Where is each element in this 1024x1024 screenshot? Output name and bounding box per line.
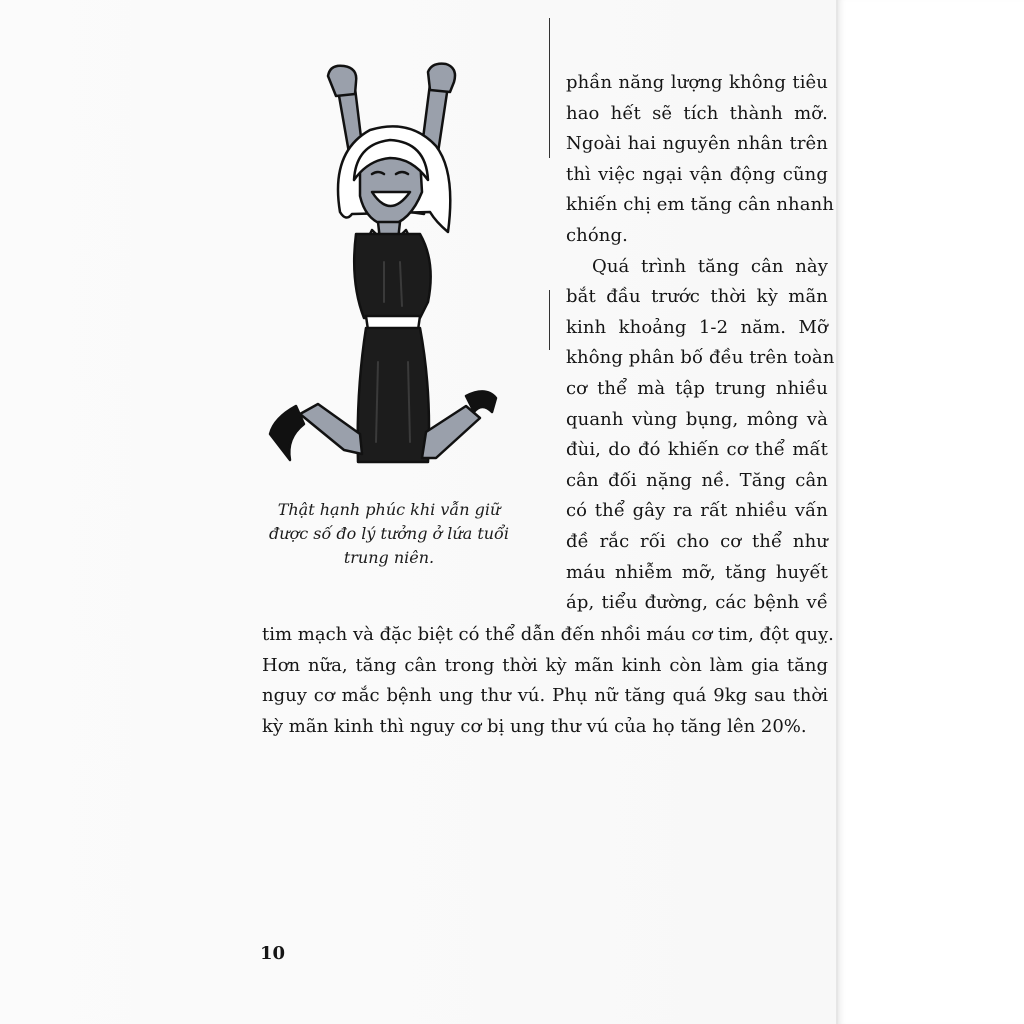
text-line: phần năng lượng không tiêu xyxy=(566,72,828,93)
text-line: chóng. xyxy=(566,224,628,246)
text-line: áp, tiểu đường, các bệnh về xyxy=(566,592,828,614)
adjacent-page-edge xyxy=(836,0,1024,1024)
text-line: máu nhiễm mỡ, tăng huyết xyxy=(566,561,828,583)
text-line: đùi, do đó khiến cơ thể mất xyxy=(566,439,828,461)
text-line: quanh vùng bụng, mông và xyxy=(566,408,828,430)
right-column-text xyxy=(566,68,835,619)
text-line: khiến chị em tăng cân nhanh xyxy=(566,194,834,216)
column-rule-middle xyxy=(549,290,550,350)
text-line: không phân bố đều trên toàn xyxy=(566,347,835,369)
jumping-woman-illustration xyxy=(260,62,510,472)
text-line: kỳ mãn kinh thì nguy cơ bị ung thư vú của họ tăng lên 20%. xyxy=(262,715,807,737)
text-line: đề rắc rối cho cơ thể như xyxy=(566,530,828,552)
caption-line: trung niên. xyxy=(343,548,435,567)
illustration-caption xyxy=(262,498,516,570)
page-number: 10 xyxy=(260,943,286,964)
text-line: hao hết sẽ tích thành mỡ. xyxy=(566,102,828,124)
text-line: Hơn nữa, tăng cân trong thời kỳ mãn kinh còn làm gia tăng xyxy=(262,654,828,676)
caption-line: Thật hạnh phúc khi vẫn giữ xyxy=(277,500,501,519)
caption-line: được số đo lý tưởng ở lứa tuổi xyxy=(269,524,509,543)
text-line: nguy cơ mắc bệnh ung thư vú. Phụ nữ tăng quá 9kg sau thời xyxy=(262,685,828,707)
text-line: Ngoài hai nguyên nhân trên xyxy=(566,133,828,155)
text-line: bắt đầu trước thời kỳ mãn xyxy=(566,286,828,308)
full-width-text xyxy=(262,620,834,742)
text-line: cân đối nặng nề. Tăng cân xyxy=(566,469,828,491)
text-line: thì việc ngại vận động cũng xyxy=(566,163,828,185)
text-line: tim mạch và đặc biệt có thể dẫn đến nhồi máu cơ tim, đột quỵ. xyxy=(262,624,834,645)
paragraph-start-line: Quá trình tăng cân này xyxy=(592,255,828,277)
text-line: cơ thể mà tập trung nhiều xyxy=(566,377,828,399)
text-line: kinh khoảng 1-2 năm. Mỡ xyxy=(566,316,828,338)
column-rule-top xyxy=(549,18,550,158)
text-line: có thể gây ra rất nhiều vấn xyxy=(566,500,828,522)
